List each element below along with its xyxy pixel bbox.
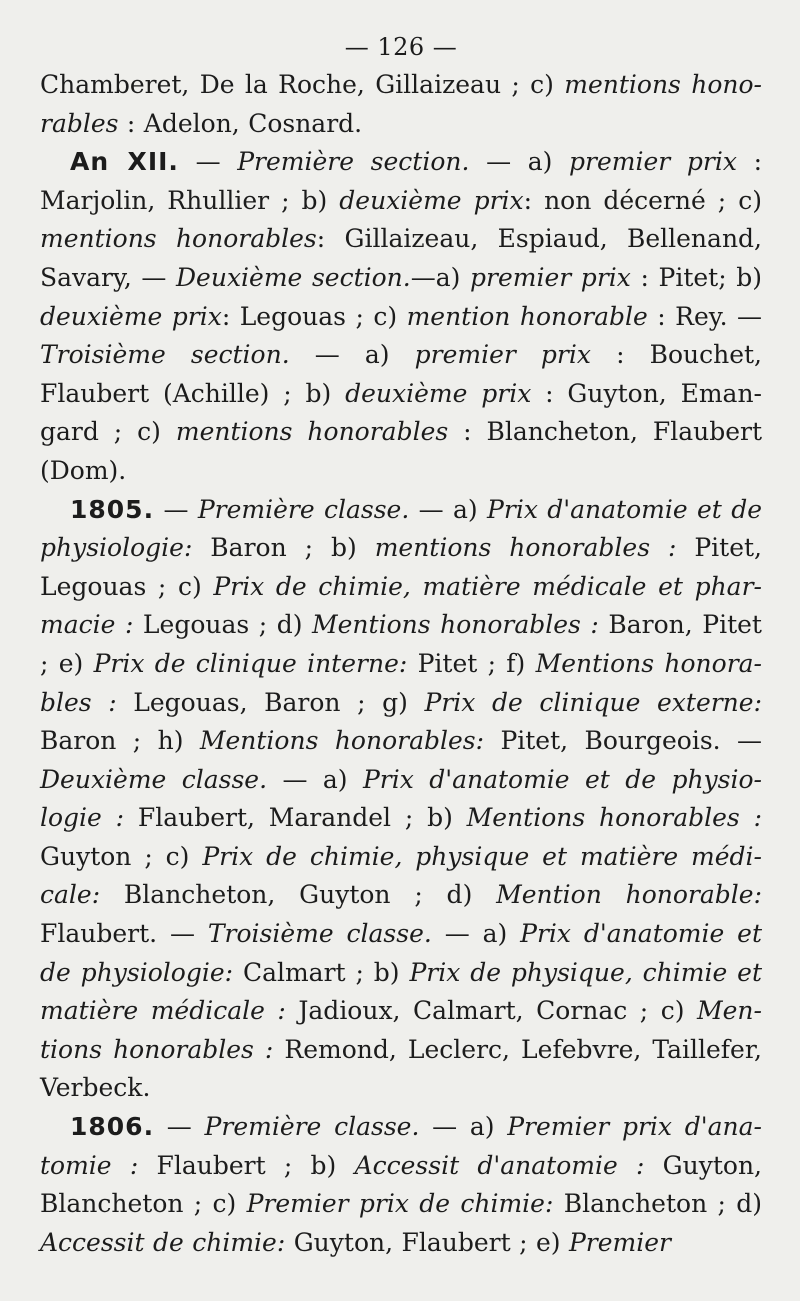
text-run: : Legouas ; c) — [221, 301, 407, 331]
text-run: Guyton, Blancheton ; c) — [40, 1150, 762, 1219]
text-run: — a) — [469, 147, 570, 177]
text-run: Blancheton, Guyton ; d) — [100, 880, 497, 910]
italic-phrase: Prix de physique, chimie et matière médicale : — [40, 957, 762, 1026]
year-heading: An XII. — [70, 147, 179, 177]
paragraph-continuation — [40, 66, 762, 143]
italic-phrase: Première classe. — [204, 1112, 420, 1142]
text-run: Remond, Leclerc, Lefebvre, Taillefer, Verbeck. — [40, 1034, 763, 1103]
text-run: : Gillaizeau, Espiaud, Bellenand, Savary, — — [40, 224, 762, 292]
italic-phrase: mentions hono-rables — [40, 70, 762, 138]
text-run: : non décerné ; c) — [523, 185, 762, 215]
text-run: Jadioux, Calmart, Cornac ; c) — [285, 996, 698, 1026]
text-run: : Bouchet, Flaubert (Achille) ; b) — [40, 340, 762, 408]
italic-phrase: Mentions honorables : — [466, 803, 762, 833]
text-run: Baron ; b) — [192, 533, 375, 563]
text-run: — a) — [289, 340, 415, 370]
page-number: — 126 — — [344, 33, 458, 61]
italic-phrase: Troisième section. — [40, 340, 290, 370]
italic-phrase: Prix d'anatomie et de physio-logie : — [40, 764, 762, 833]
year-heading: 1805. — [70, 494, 155, 524]
italic-phrase: mentions honorables : — [374, 533, 677, 563]
text-run: Chamberet, De la Roche, Gillaizeau ; c) — [40, 70, 565, 99]
paragraph-an-xii — [40, 143, 762, 490]
italic-phrase: Men-tions honorables : — [40, 996, 762, 1064]
text-run: Legouas, Baron ; g) — [116, 687, 425, 717]
text-run: — — [154, 494, 198, 524]
italic-phrase: Prix de clinique interne: — [93, 648, 408, 678]
italic-phrase: Premier — [568, 1227, 671, 1257]
text-run: : Adelon, Cosnard. — [118, 108, 363, 138]
text-run: — — [154, 1112, 205, 1142]
italic-phrase: mentions honorables — [40, 224, 317, 254]
italic-phrase: Accessit d'anatomie : — [354, 1150, 645, 1180]
italic-phrase: Prix d'anatomie et de physiologie: — [40, 919, 763, 987]
italic-phrase: Première section. — [237, 147, 470, 177]
italic-phrase: Prix d'anatomie et de physiologie: — [40, 494, 763, 563]
text-run: Flaubert. — — [40, 919, 208, 949]
text-run: — a) — [431, 919, 521, 949]
text-run: Pitet, Legouas ; c) — [40, 533, 762, 601]
italic-phrase: Deuxième section. — [176, 262, 411, 292]
text-run: : Rey. — — [647, 301, 762, 331]
italic-phrase: Mention honorable: — [496, 880, 762, 910]
italic-phrase: Troisième classe. — [207, 919, 432, 949]
text-run: —a) — [410, 262, 470, 292]
italic-phrase: Mentions honorables : — [312, 610, 599, 640]
body-text — [40, 66, 762, 1262]
italic-phrase: Accessit de chimie: — [40, 1227, 286, 1257]
italic-phrase: deuxième prix — [345, 378, 532, 408]
text-run: — a) — [419, 1112, 508, 1142]
italic-phrase: premier prix — [470, 262, 631, 292]
italic-phrase: Prix de chimie, physique et matière médi-cale: — [40, 841, 762, 910]
italic-phrase: deuxième prix — [339, 185, 524, 215]
text-run: — a) — [267, 764, 363, 794]
italic-phrase: Mentions honorables: — [199, 726, 485, 756]
text-run: Pitet, Bourgeois. — — [484, 726, 763, 756]
paragraph-1806 — [40, 1108, 762, 1262]
italic-phrase: mention honorable — [406, 301, 648, 331]
text-run: Guyton, Flaubert ; e) — [285, 1227, 569, 1257]
text-run: Flaubert, Marandel ; b) — [124, 803, 467, 833]
italic-phrase: premier prix — [414, 340, 591, 370]
paragraph-1805 — [40, 491, 762, 1109]
text-run: : Guyton, Eman-gard ; c) — [40, 378, 762, 447]
text-run: : Blancheton, Flaubert (Dom). — [40, 417, 763, 485]
text-run: — a) — [409, 494, 488, 524]
text-run: Legouas ; d) — [133, 610, 313, 640]
italic-phrase: Prix de clinique externe: — [424, 687, 763, 717]
italic-phrase: Premier prix de chimie: — [246, 1189, 554, 1219]
text-run: Baron ; h) — [40, 726, 200, 756]
text-run: Baron, Pitet ; e) — [40, 610, 762, 678]
text-run: Flaubert ; b) — [138, 1150, 355, 1180]
year-heading: 1806. — [70, 1112, 155, 1142]
text-run: : Marjolin, Rhullier ; b) — [40, 147, 762, 215]
italic-phrase: mentions honorables — [175, 417, 449, 447]
text-run: Blancheton ; d) — [553, 1189, 762, 1219]
italic-phrase: Premier prix d'ana-tomie : — [40, 1112, 762, 1180]
italic-phrase: Mentions honora-bles : — [40, 648, 763, 717]
text-run: Guyton ; c) — [40, 841, 203, 871]
text-run: : Pitet; b) — [630, 262, 763, 292]
italic-phrase: Deuxième classe. — [40, 764, 268, 794]
text-run: — — [178, 147, 238, 177]
italic-phrase: Prix de chimie, matière médicale et phar-macie : — [40, 571, 762, 640]
italic-phrase: deuxième prix — [40, 301, 222, 331]
italic-phrase: premier prix — [569, 147, 737, 177]
text-run: Pitet ; f) — [407, 648, 536, 678]
italic-phrase: Première classe. — [197, 494, 410, 524]
text-run: Calmart ; b) — [233, 957, 410, 987]
